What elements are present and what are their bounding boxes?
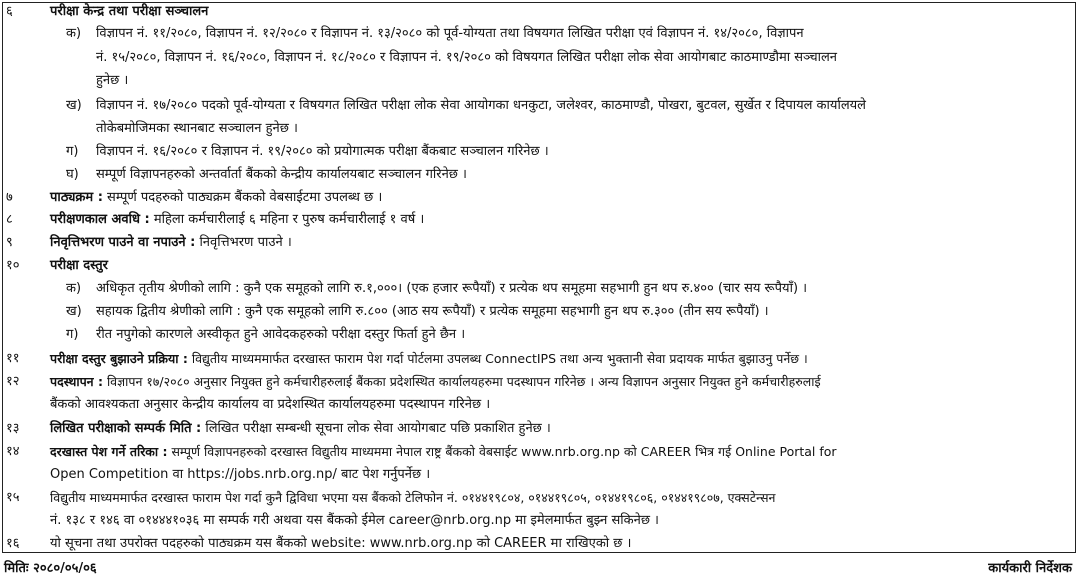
notice-date: मितिः २०८०/०५/०६ (4, 561, 97, 576)
item-text: तोकेबमोजिमका स्थानबाट सञ्चालन हुनेछ । (96, 121, 298, 136)
section-text: निवृत्तिभरण पाउने । (195, 235, 292, 250)
item-label: ख) (66, 304, 82, 319)
item-label: क) (66, 281, 82, 296)
item-text: विज्ञापन नं. ११/२०८०, विज्ञापन नं. १२/२०८० र विज्ञापन नं. १३/२०८० को पूर्व-योग्यता तथा विषयगत लिखित परीक्षा एवं विज्ञापन नं. १४/२०८०, विज्ञापन (96, 26, 804, 41)
section-title: पाठ्यक्रम : (50, 190, 103, 205)
item-text: सम्पूर्ण विज्ञापनहरुको अन्तर्वार्ता बैंकको केन्द्रीय कार्यालयबाट सञ्चालन गरिनेछ । (96, 167, 467, 182)
section-number: १५ (6, 490, 20, 505)
section-number: ९ (6, 235, 13, 250)
section-number: १० (6, 258, 20, 273)
section-text: यो सूचना तथा उपरोक्त पदहरुको पाठ्यक्रम यस बैंकको website: www.nrb.org.np को CAREER मा राखिएको छ । (50, 536, 632, 551)
section-title: परीक्षा दस्तुर (50, 258, 108, 273)
section-number: ६ (6, 4, 13, 19)
item-text: नं. १५/२०८०, विज्ञापन नं. १६/२०८०, विज्ञापन नं. १८/२०८० र विज्ञापन नं. १९/२०८० को विषयगत लिखित परीक्षा लोक सेवा आयोगबाट काठमाण्डौमा सञ्चालन (96, 50, 837, 65)
section-number: १४ (6, 444, 20, 459)
item-label: क) (66, 26, 82, 41)
section-number: १६ (6, 536, 20, 551)
item-label: घ) (66, 167, 79, 182)
section-text: विज्ञापन १७/२०८० अनुसार नियुक्त हुने कर्मचारीहरुलाई बैंकका प्रदेशस्थित कार्यालयहरुमा पदस्थापन गरिनेछ । अन्य विज्ञापन अनुसार नियुक्त हुने कर्मचारीहरुलाई (102, 374, 821, 389)
section-title: परीक्षा केन्द्र तथा परीक्षा सञ्चालन (50, 4, 209, 19)
section-text: महिला कर्मचारीलाई ६ महिना र पुरुष कर्मचारीलाई १ वर्ष । (149, 212, 425, 227)
section-number: १३ (6, 421, 20, 436)
item-text: रीत नपुगेको कारणले अस्वीकृत हुने आवेदकहरुको परीक्षा दस्तुर फिर्ता हुने छैन । (96, 327, 466, 342)
section-text: सम्पूर्ण विज्ञापनहरुको दरखास्त विद्युतीय माध्यममा नेपाल राष्ट्र बैंकको वेबसाईट www.nrb.org.np को CAREER भित्र गई Online Portal for (167, 444, 837, 459)
section-text: सम्पूर्ण पदहरुको पाठ्यक्रम बैंकको वेबसाईटमा उपलब्ध छ । (102, 190, 383, 205)
section-title: लिखित परीक्षाको सम्पर्क मिति : (50, 421, 202, 436)
section-text: लिखित परीक्षा सम्बन्धी सूचना लोक सेवा आयोगबाट पछि प्रकाशित हुनेछ । (201, 421, 551, 436)
section-text: बैंकको आवश्यकता अनुसार केन्द्रीय कार्यालय वा प्रदेशस्थित कार्यालयहरुमा पदस्थापन गरिनेछ । (50, 397, 491, 412)
item-text: अधिकृत तृतीय श्रेणीको लागि : कुनै एक समूहको लागि रु.१,०००। (एक हजार रूपैयाँ) र प्रत्येक थप समूहमा सहभागी हुन थप रु.४०० (चार सय रूपैयाँ) । (96, 281, 808, 296)
item-text: हुनेछ । (96, 73, 129, 88)
section-number: १२ (6, 374, 20, 389)
item-text: सहायक द्वितीय श्रेणीको लागि : कुनै एक समूहको लागि रु.८०० (आठ सय रूपैयाँ) र प्रत्येक समूहमा सहभागी हुन थप रु.३०० (तीन सय रूपैयाँ) । (96, 304, 769, 319)
item-label: ग) (66, 144, 79, 159)
section-text: विद्युतीय माध्यममार्फत दरखास्त फाराम पेश गर्दा कुनै द्विविधा भएमा यस बैंकको टेलिफोन नं. ०१४४१९८०४, ०१४४१९८०५, ०१४४१९८०६, ०१४४१९८०७, एक्सटेन्सन (50, 490, 776, 505)
signatory: कार्यकारी निर्देशक (988, 561, 1072, 576)
section-number: ७ (6, 190, 13, 205)
item-text: विज्ञापन नं. १७/२०८० पदको पूर्व-योग्यता र विषयगत लिखित परीक्षा लोक सेवा आयोगका धनकुटा, जलेश्वर, काठमाण्डौ, पोखरा, बुटवल, सुर्खेत र दिपायल कार्यालयले (96, 98, 866, 113)
section-title: पदस्थापन : (50, 374, 103, 389)
section-title: परीक्षा दस्तुर बुझाउने प्रक्रिया : (50, 351, 188, 366)
section-number: ८ (6, 212, 13, 227)
section-number: ११ (6, 351, 20, 366)
item-text: विज्ञापन नं. १६/२०८० र विज्ञापन नं. १९/२०८० को प्रयोगात्मक परीक्षा बैंकबाट सञ्चालन गरिनेछ । (96, 144, 549, 159)
section-text: विद्युतीय माध्यममार्फत दरखास्त फाराम पेश गर्दा पोर्टलमा उपलब्ध ConnectIPS तथा अन्य भुक्तानी सेवा प्रदायक मार्फत बुझाउनु पर्नेछ । (187, 351, 808, 366)
section-text: Open Competition वा https://jobs.nrb.org.np/ बाट पेश गर्नुपर्नेछ । (50, 467, 431, 482)
section-title: दरखास्त पेश गर्ने तरिका : (50, 444, 168, 459)
item-label: ख) (66, 98, 82, 113)
section-text: नं. १३८ र १४६ वा ०१४४४१०३६ मा सम्पर्क गरी अथवा यस बैंकको ईमेल career@nrb.org.np मा इमेलमार्फत बुझ्न सकिनेछ । (50, 513, 659, 528)
section-title: निवृत्तिभरण पाउने वा नपाउने : (50, 235, 196, 250)
section-title: परीक्षणकाल अवधि : (50, 212, 150, 227)
item-label: ग) (66, 327, 79, 342)
